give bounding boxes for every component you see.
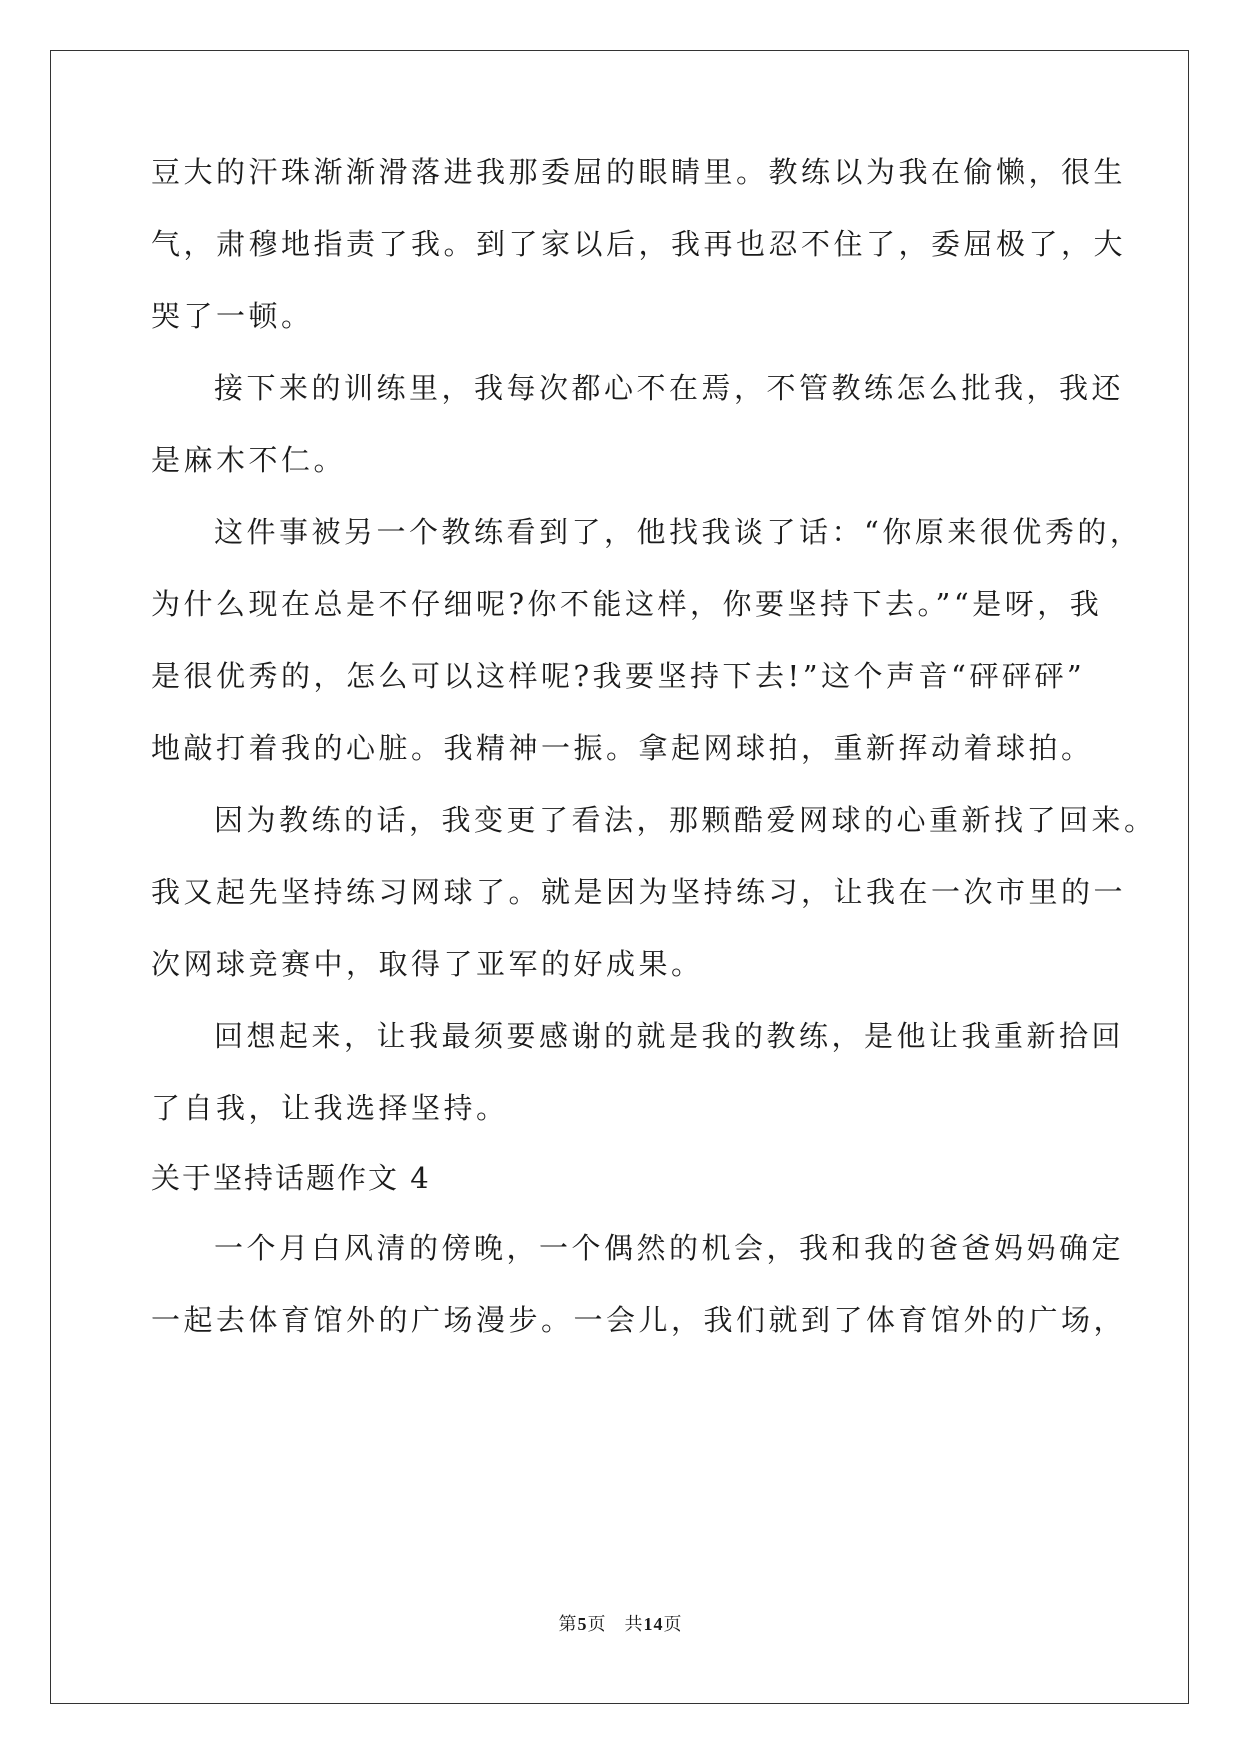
section-heading: 关于坚持话题作文 4 bbox=[151, 1161, 431, 1195]
paragraph-line: 一起去体育馆外的广场漫步。一会儿，我们就到了体育馆外的广场， bbox=[151, 1303, 1127, 1337]
paragraph-line: 接下来的训练里，我每次都心不在焉，不管教练怎么批我，我还 bbox=[214, 371, 1125, 405]
paragraph-line: 哭了一顿。 bbox=[151, 299, 314, 333]
paragraph-line: 是麻木不仁。 bbox=[151, 443, 347, 477]
total-pages: 14 bbox=[643, 1614, 664, 1634]
total-suffix: 页 bbox=[663, 1614, 683, 1635]
page-number: 5 bbox=[577, 1614, 588, 1634]
paragraph-line: 气，肃穆地指责了我。到了家以后，我再也忍不住了，委屈极了，大 bbox=[151, 227, 1127, 261]
paragraph-line: 这件事被另一个教练看到了，他找我谈了话：“你原来很优秀的， bbox=[214, 515, 1143, 549]
paragraph-line: 我又起先坚持练习网球了。就是因为坚持练习，让我在一次市里的一 bbox=[151, 875, 1127, 909]
paragraph-line: 豆大的汗珠渐渐滑落进我那委屈的眼睛里。教练以为我在偷懒，很生 bbox=[151, 155, 1127, 189]
paragraph-line: 一个月白风清的傍晚，一个偶然的机会，我和我的爸爸妈妈确定 bbox=[214, 1231, 1125, 1265]
paragraph-line: 是很优秀的，怎么可以这样呢?我要坚持下去!”这个声音“砰砰砰” bbox=[151, 659, 1086, 693]
page-footer bbox=[0, 1612, 1241, 1637]
paragraph-line: 回想起来，让我最须要感谢的就是我的教练，是他让我重新拾回 bbox=[214, 1019, 1125, 1053]
page-suffix: 页 bbox=[587, 1614, 607, 1635]
page-prefix: 第 bbox=[558, 1614, 578, 1635]
paragraph-line: 为什么现在总是不仔细呢?你不能这样，你要坚持下去。”“是呀，我 bbox=[151, 587, 1103, 621]
total-prefix: 共 bbox=[624, 1614, 644, 1635]
paragraph-line: 了自我，让我选择坚持。 bbox=[151, 1091, 509, 1125]
paragraph-line: 因为教练的话，我变更了看法，那颗酷爱网球的心重新找了回来。 bbox=[214, 803, 1157, 837]
paragraph-line: 次网球竞赛中，取得了亚军的好成果。 bbox=[151, 947, 704, 981]
paragraph-line: 地敲打着我的心脏。我精神一振。拿起网球拍，重新挥动着球拍。 bbox=[151, 731, 1094, 765]
